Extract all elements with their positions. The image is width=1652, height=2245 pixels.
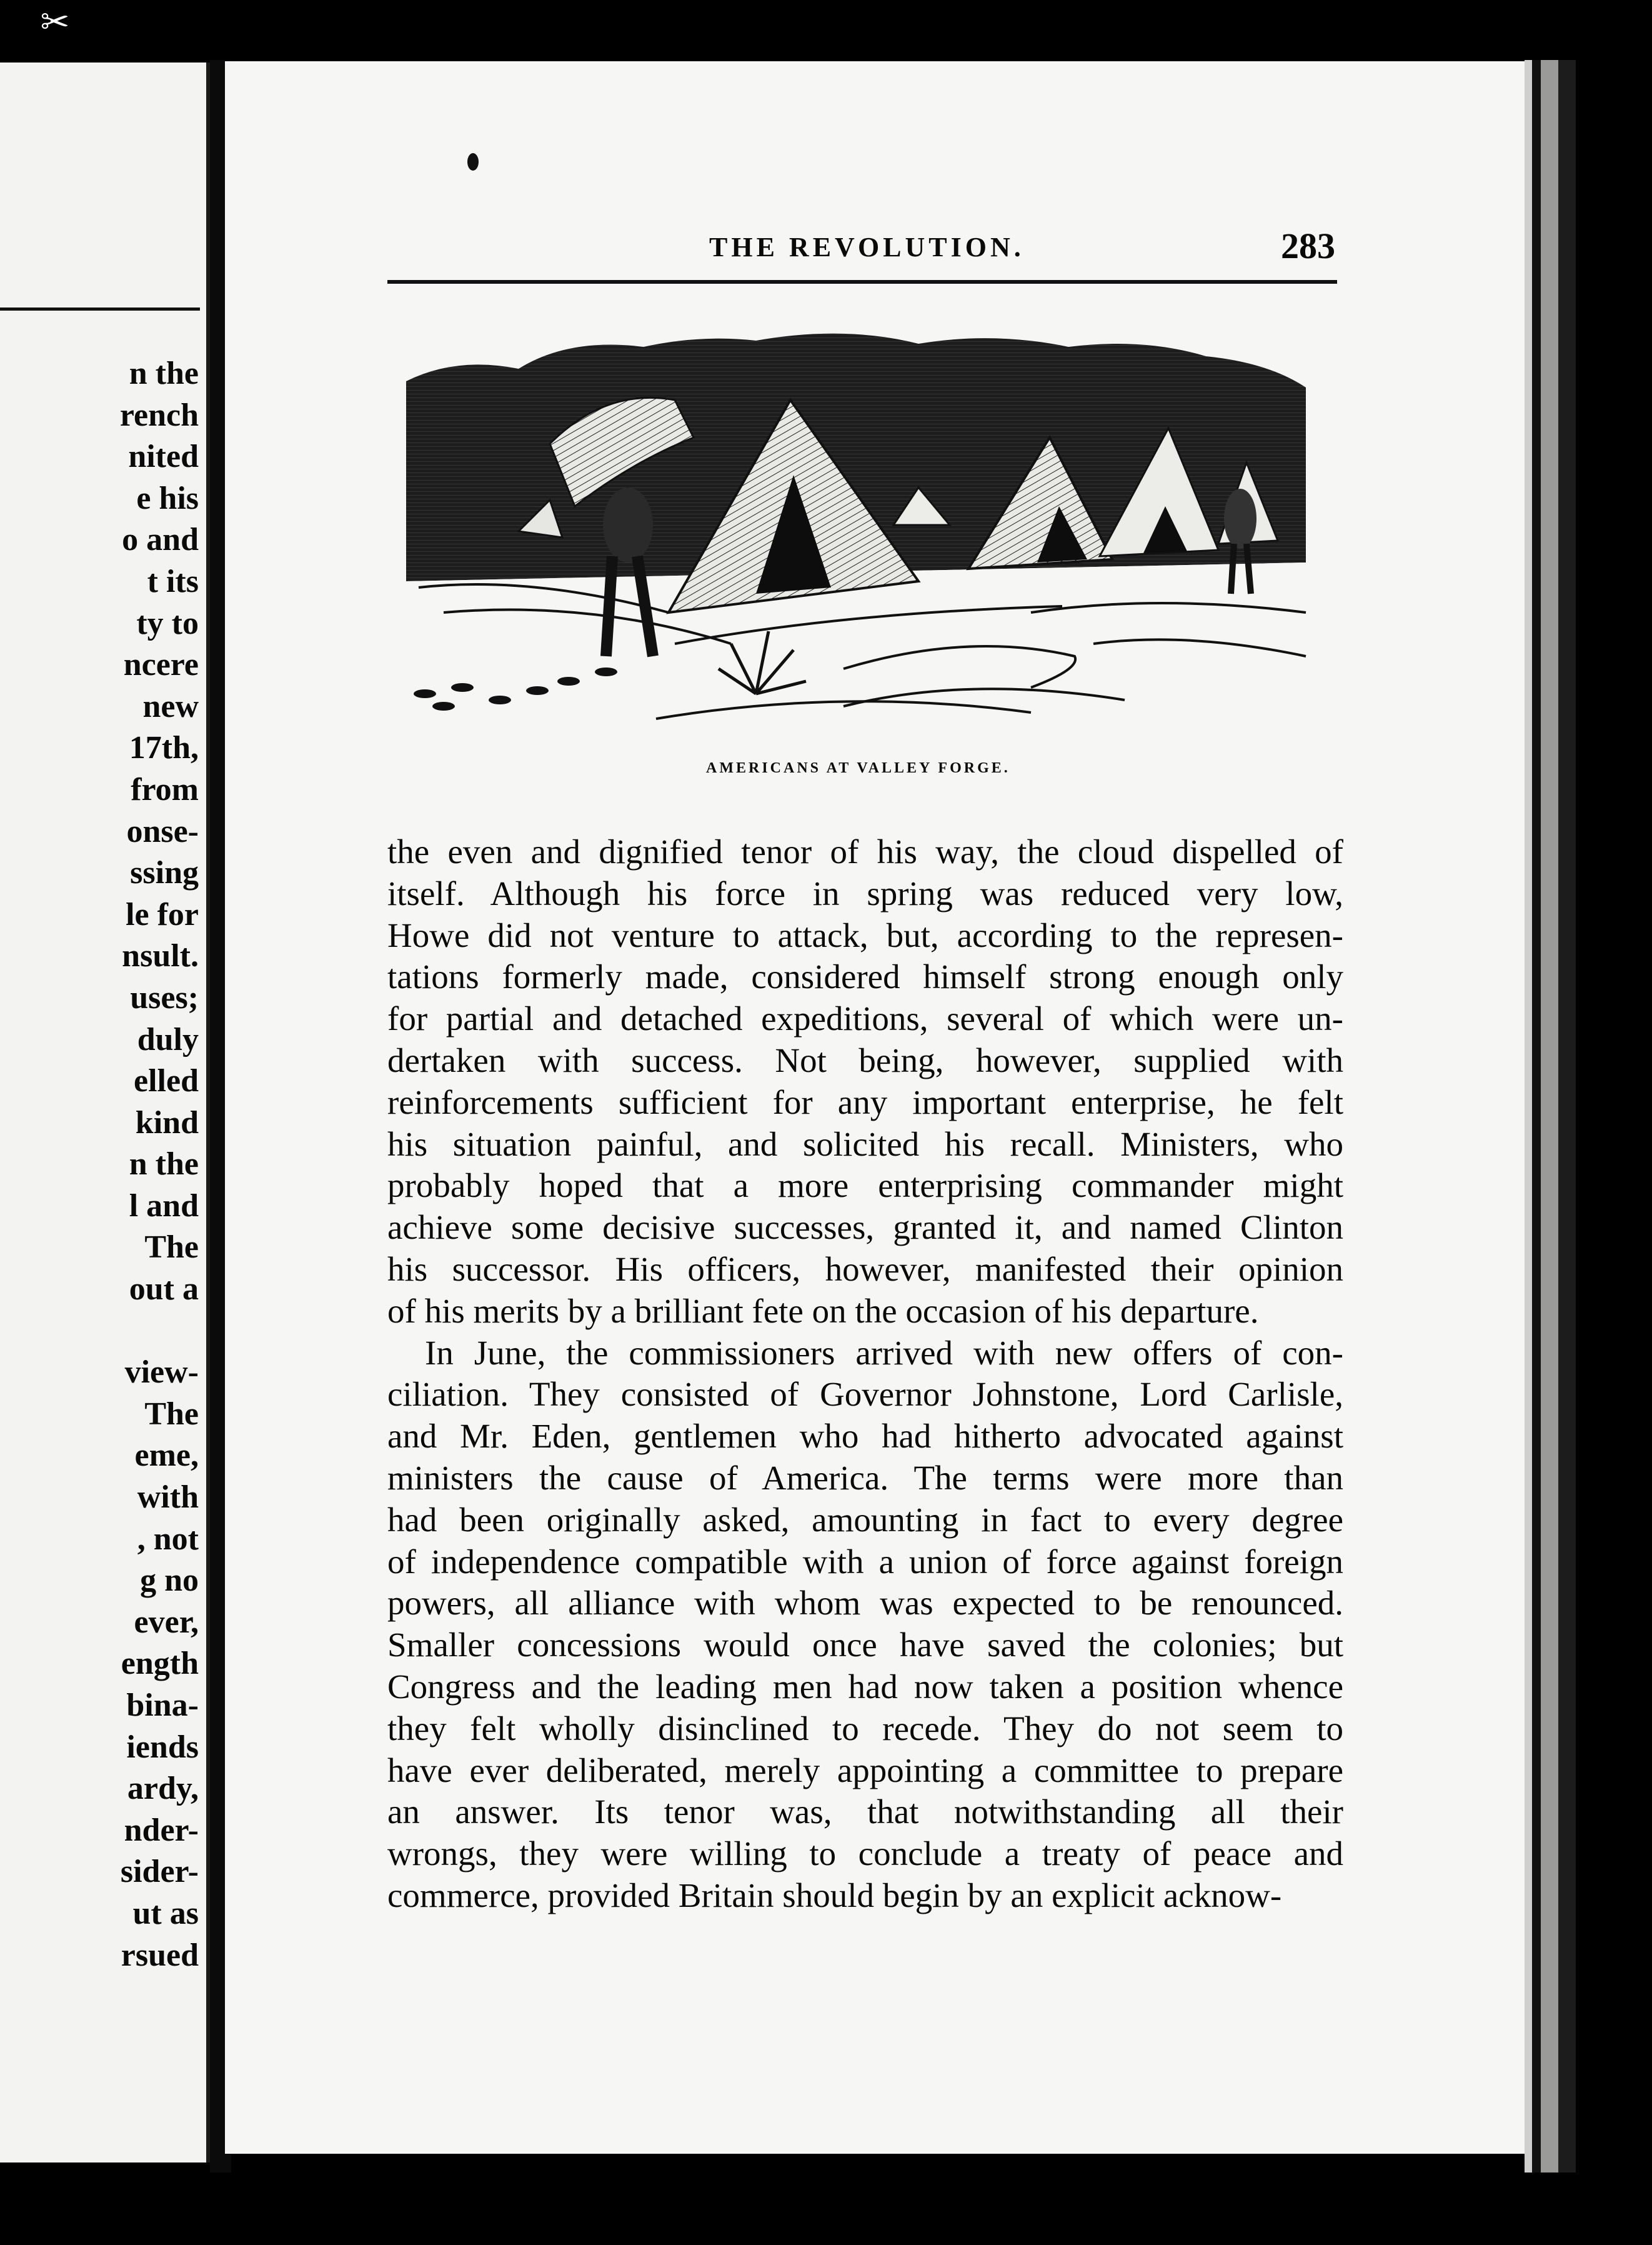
left-fragment-line: o and [122, 522, 199, 558]
left-fragment-line: nder- [124, 1812, 199, 1848]
text-line: In June, the commissioners arrived with new offers of con- [425, 1333, 1343, 1372]
body-text [387, 831, 1343, 1917]
text-line: his successor. His officers, however, manifested their opinion [387, 1249, 1343, 1288]
text-line: wrongs, they were willing to conclude a treaty of peace and [387, 1834, 1343, 1873]
left-fragment-line: ut as [132, 1895, 199, 1931]
left-fragment-line: nited [128, 439, 199, 475]
left-fragment-line: nsult. [122, 938, 199, 974]
text-line: have ever deliberated, merely appointing a committee to prepare [387, 1751, 1343, 1789]
text-line: Smaller concessions would once have saved the colonies; but [387, 1626, 1343, 1664]
text-line: an answer. Its tenor was, that notwithstanding all their [387, 1792, 1343, 1831]
left-fragment-line: n the [129, 1146, 199, 1182]
left-fragment-line: ever, [134, 1604, 199, 1640]
left-fragment-line: new [142, 688, 199, 724]
left-fragment-line: elled [134, 1063, 199, 1099]
left-fragment-line: rsued [121, 1937, 199, 1973]
text-line: tations formerly made, considered himself strong enough only [387, 958, 1343, 996]
left-fragment-line: 17th, [129, 730, 199, 766]
left-fragment-line: iends [126, 1729, 199, 1765]
text-line: had been originally asked, amounting in fact to every degree [387, 1500, 1343, 1539]
left-fragment-line: g no [140, 1562, 199, 1599]
text-line: his situation painful, and solicited his recall. Ministers, who [387, 1124, 1343, 1163]
left-fragment-line: The [144, 1229, 199, 1266]
left-fragment-line: with [137, 1479, 199, 1516]
text-line: itself. Although his force in spring was reduced very low, [387, 874, 1343, 912]
text-line: of independence compatible with a union of force against foreign [387, 1542, 1343, 1581]
valley-forge-engraving [406, 319, 1312, 738]
left-fragment-line: uses; [130, 979, 199, 1016]
left-fragment-line: ength [121, 1646, 199, 1682]
text-line: ciliation. They consisted of Governor Johnstone, Lord Carlisle, [387, 1375, 1343, 1414]
page-number: 283 [1281, 226, 1335, 266]
left-page-text-fragments [0, 353, 199, 1976]
text-line: ministers the cause of America. The terms were more than [387, 1458, 1343, 1497]
left-fragment-line: ssing [130, 855, 199, 891]
left-fragment-line: ardy, [127, 1771, 199, 1807]
text-line: Howe did not venture to attack, but, according to the represen- [387, 916, 1343, 954]
left-fragment-line: , not [137, 1521, 199, 1557]
left-fragment-line: e his [136, 480, 199, 516]
left-fragment-line: onse- [126, 813, 199, 849]
text-line: probably hoped that a more enterprising commander might [387, 1166, 1343, 1205]
left-fragment-line: ty to [136, 605, 199, 641]
left-fragment-line: n the [129, 356, 199, 391]
ink-blot [467, 153, 479, 171]
left-fragment-line: rench [119, 397, 199, 433]
scan-corner-mark: ✂ [40, 3, 70, 42]
left-fragment-line: sider- [120, 1854, 199, 1890]
text-line: commerce, provided Britain should begin by an explicit acknow- [387, 1876, 1282, 1914]
left-fragment-line: kind [135, 1104, 199, 1141]
left-fragment-line: ncere [123, 647, 199, 683]
text-line: for partial and detached expeditions, several of which were un- [387, 999, 1343, 1038]
left-fragment-line: l and [129, 1188, 199, 1224]
text-line: and Mr. Eden, gentlemen who had hitherto advocated against [387, 1417, 1343, 1456]
left-page-head-rule [0, 308, 200, 311]
illustration-caption: AMERICANS AT VALLEY FORGE. [706, 760, 1010, 776]
text-line: Congress and the leading men had now taken a position whence [387, 1667, 1343, 1706]
left-fragment-line: bina- [126, 1688, 199, 1723]
header-rule [387, 280, 1337, 284]
text-line: achieve some decisive successes, granted it, and named Clinton [387, 1208, 1343, 1247]
left-page-edge [0, 62, 210, 2162]
left-fragment-line: view- [124, 1354, 199, 1391]
left-fragment-line [0, 1311, 199, 1352]
text-line: powers, all alliance with whom was expected to be renounced. [387, 1584, 1343, 1622]
text-line: reinforcements sufficient for any important enterprise, he felt [387, 1082, 1343, 1121]
left-fragment-line: The [144, 1396, 199, 1432]
text-line: they felt wholly disinclined to recede. They do not seem to [387, 1709, 1343, 1748]
text-line: the even and dignified tenor of his way, the cloud dispelled of [387, 832, 1343, 871]
left-fragment-line: out a [129, 1271, 199, 1308]
page-edge-strip [1525, 60, 1576, 2172]
running-head: THE REVOLUTION. [709, 232, 1025, 262]
left-fragment-line: eme, [134, 1438, 199, 1474]
left-fragment-line: le for [126, 896, 199, 932]
left-fragment-line: duly [137, 1021, 199, 1058]
text-line: dertaken with success. Not being, however, supplied with [387, 1041, 1343, 1079]
left-fragment-line: from [131, 771, 199, 808]
left-fragment-line: t its [147, 563, 199, 599]
text-line: of his merits by a brilliant fete on the occasion of his departure. [387, 1291, 1259, 1330]
